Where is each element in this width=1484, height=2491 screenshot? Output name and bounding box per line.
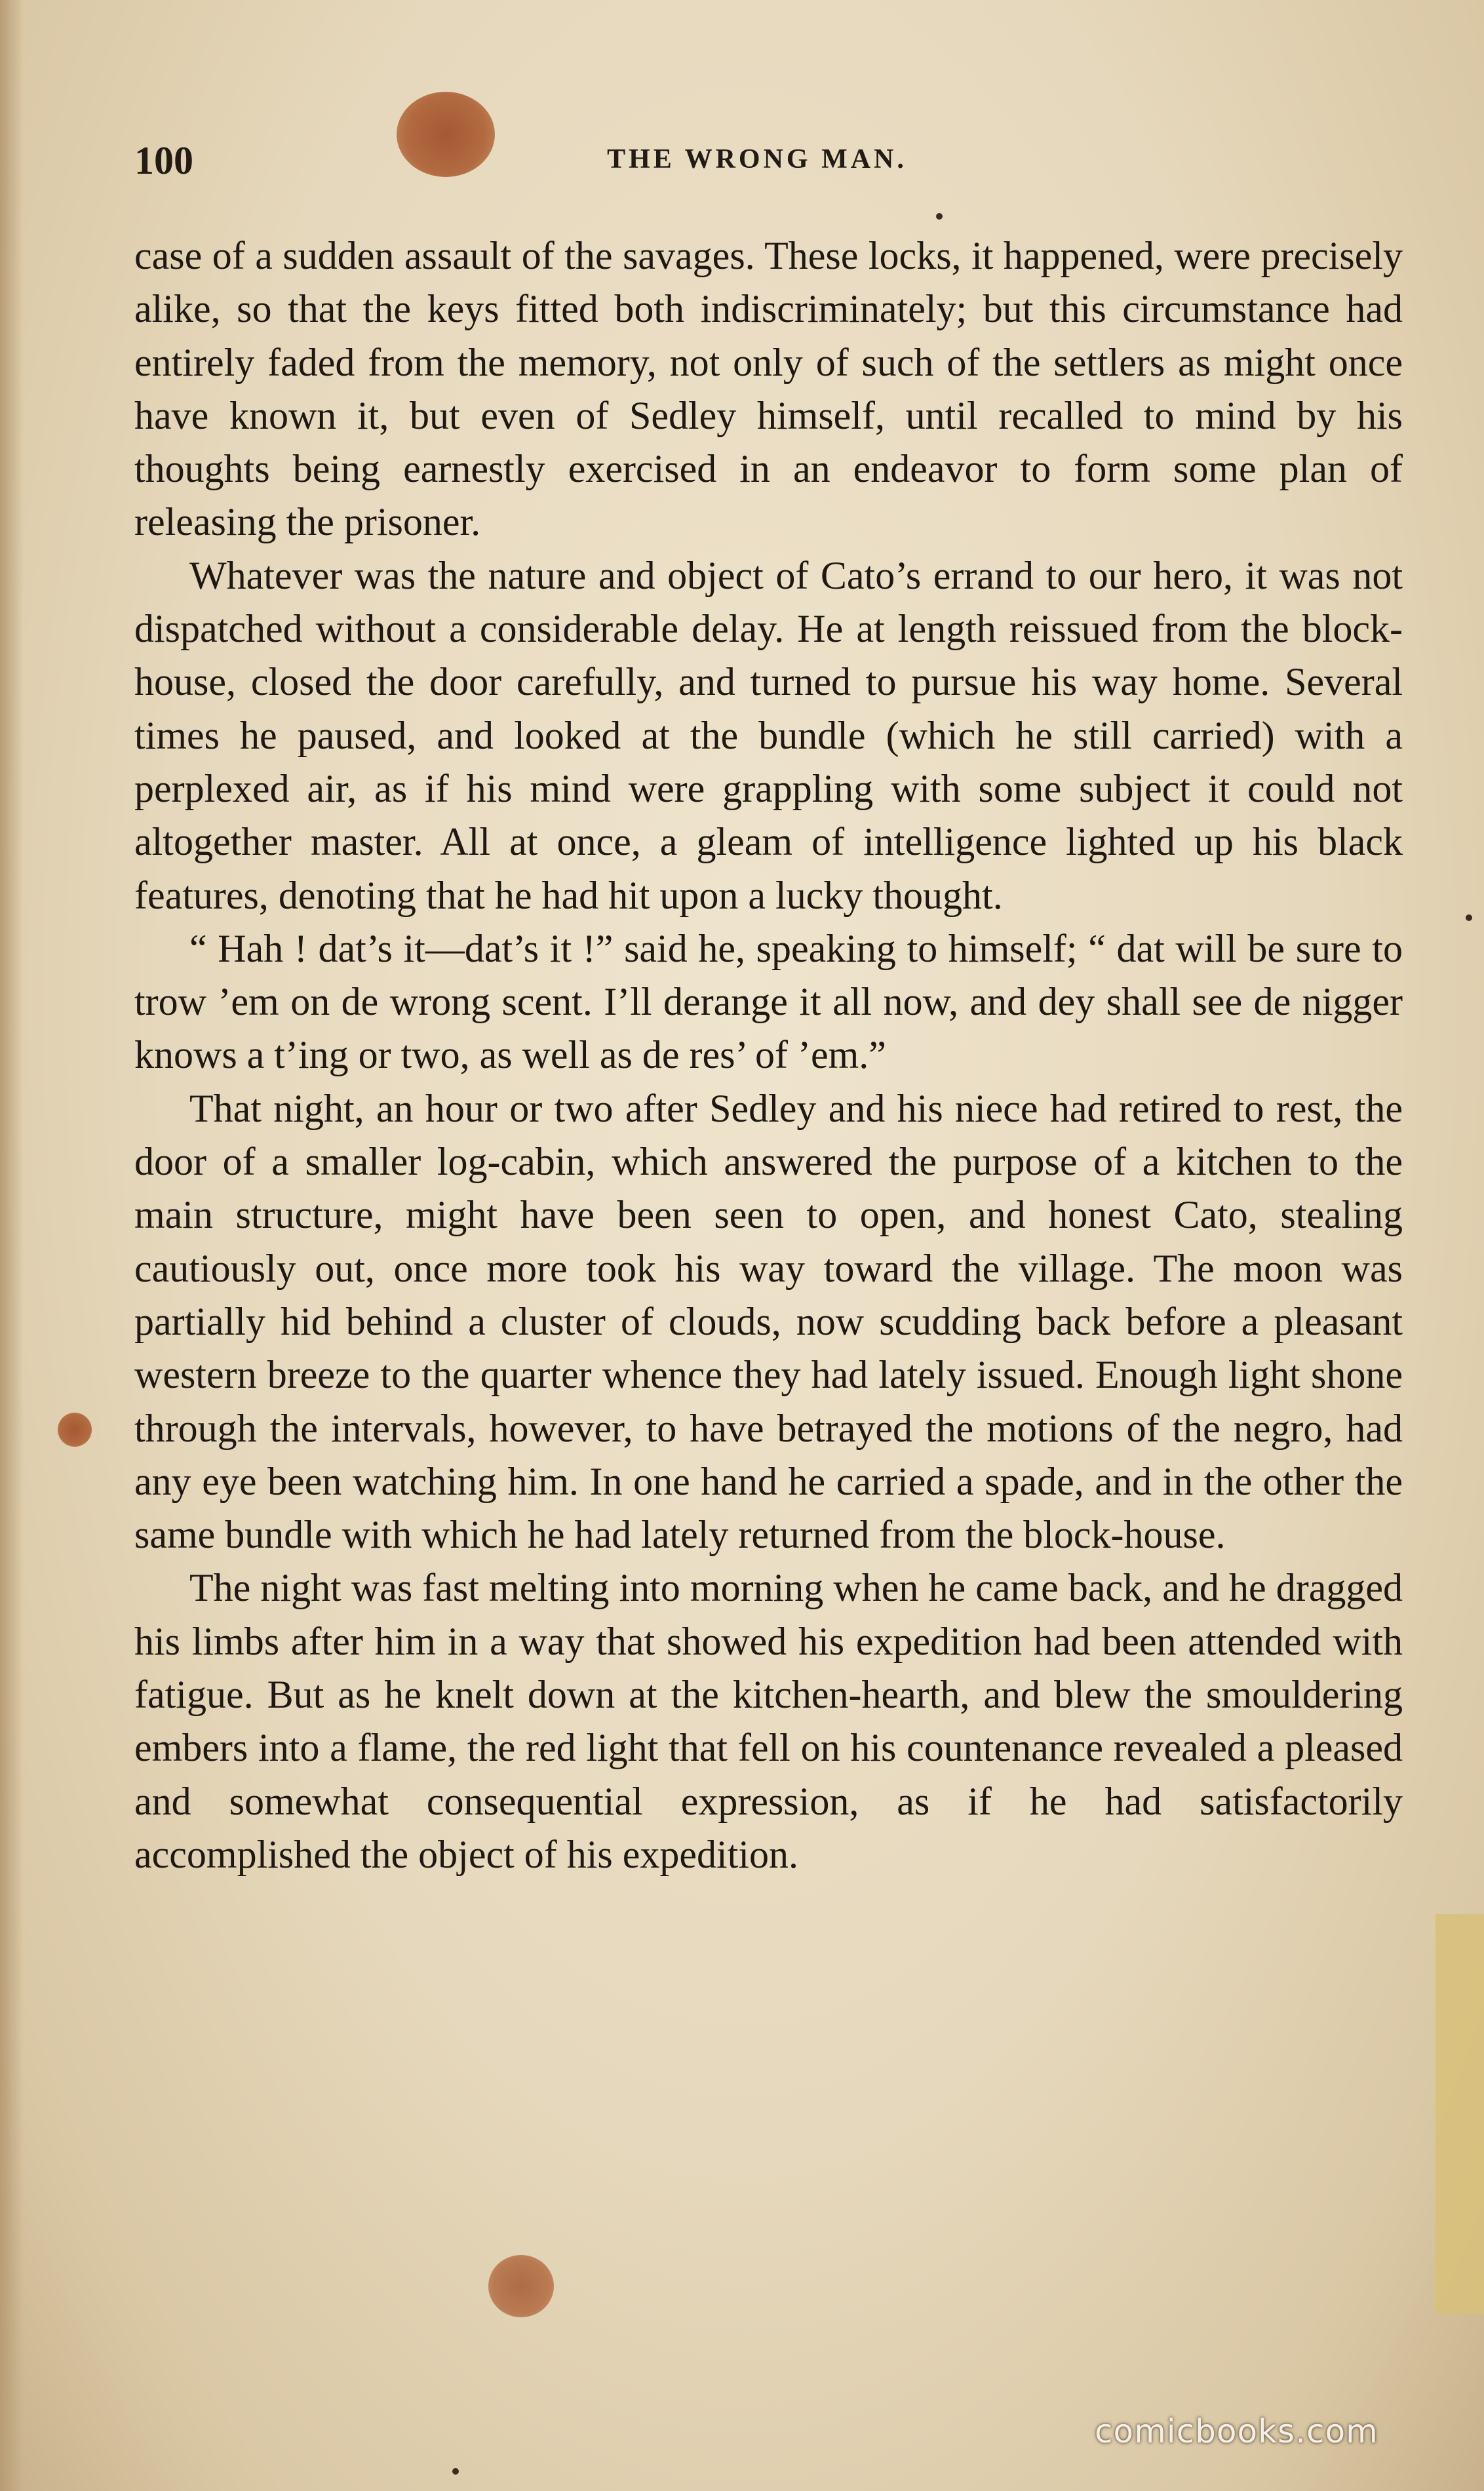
tape-strip <box>1435 1914 1484 2314</box>
stain-bottom <box>488 2255 554 2317</box>
speck-mark <box>936 213 943 220</box>
stain-top <box>397 92 495 177</box>
speck-mark <box>452 2468 459 2475</box>
body-text <box>134 229 1403 1881</box>
running-head <box>134 134 1406 187</box>
paragraph: The night was fast melting into morning when he came back, and he dragged his limbs after him in a way that showed his expedition had been attended with fatigue. But as he knelt down at the kitchen-hearth, and blew the smouldering embers into a flame, the red light that fell on his countenance revealed a pleased and somewhat consequential expression, as if he had satisfactorily accomplished the object of his expedition. <box>134 1566 1403 1876</box>
paragraph: “ Hah ! dat’s it—dat’s it !” said he, speaking to himself; “ dat will be sure to trow ’em on de wrong scent. I’ll derange it all now, and dey shall see de nigger knows a t’ing or two, as well as de res’ of ’em.” <box>134 926 1403 1077</box>
page-number: 100 <box>134 139 193 182</box>
stain-left-margin <box>58 1413 92 1447</box>
watermark: comicbooks.com <box>1095 2412 1378 2450</box>
paragraph: case of a sudden assault of the savages. These locks, it happened, were precisely alike, so that the keys fitted both indiscriminately; but this circumstance had entirely faded from the memory, not only of such of the settlers as might once have known it, but even of Sedley himself, until recalled to mind by his thoughts being earnestly exercised in an endeavor to form some plan of releasing the prisoner. <box>134 234 1403 544</box>
paragraph: That night, an hour or two after Sedley and his niece had retired to rest, the door of a smaller log-cabin, which answered the purpose of a kitchen to the main structure, might have been seen to open, and honest Cato, stealing cautiously out, once more took his way toward the village. The moon was partially hid behind a cluster of clouds, now scudding back before a pleasant western breeze to the quarter whence they had lately issued. Enough light shone through the intervals, however, to have betrayed the motions of the negro, had any eye been watching him. In one hand he carried a spade, and in the other the same bundle with which he had lately returned from the block-house. <box>134 1086 1403 1557</box>
book-title: THE WRONG MAN. <box>607 144 907 174</box>
page-edge-shadow <box>0 0 24 2491</box>
speck-mark <box>1466 914 1472 921</box>
paragraph: Whatever was the nature and object of Cato’s errand to our hero, it was not dispatched without a considerable delay. He at length reissued from the block-house, closed the door carefully, and turned to pursue his way home. Several times he paused, and looked at the bundle (which he still carried) with a perplexed air, as if his mind were grappling with some subject it could not altogether master. All at once, a gleam of intelligence lighted up his black features, denoting that he had hit upon a lucky thought. <box>134 553 1403 917</box>
